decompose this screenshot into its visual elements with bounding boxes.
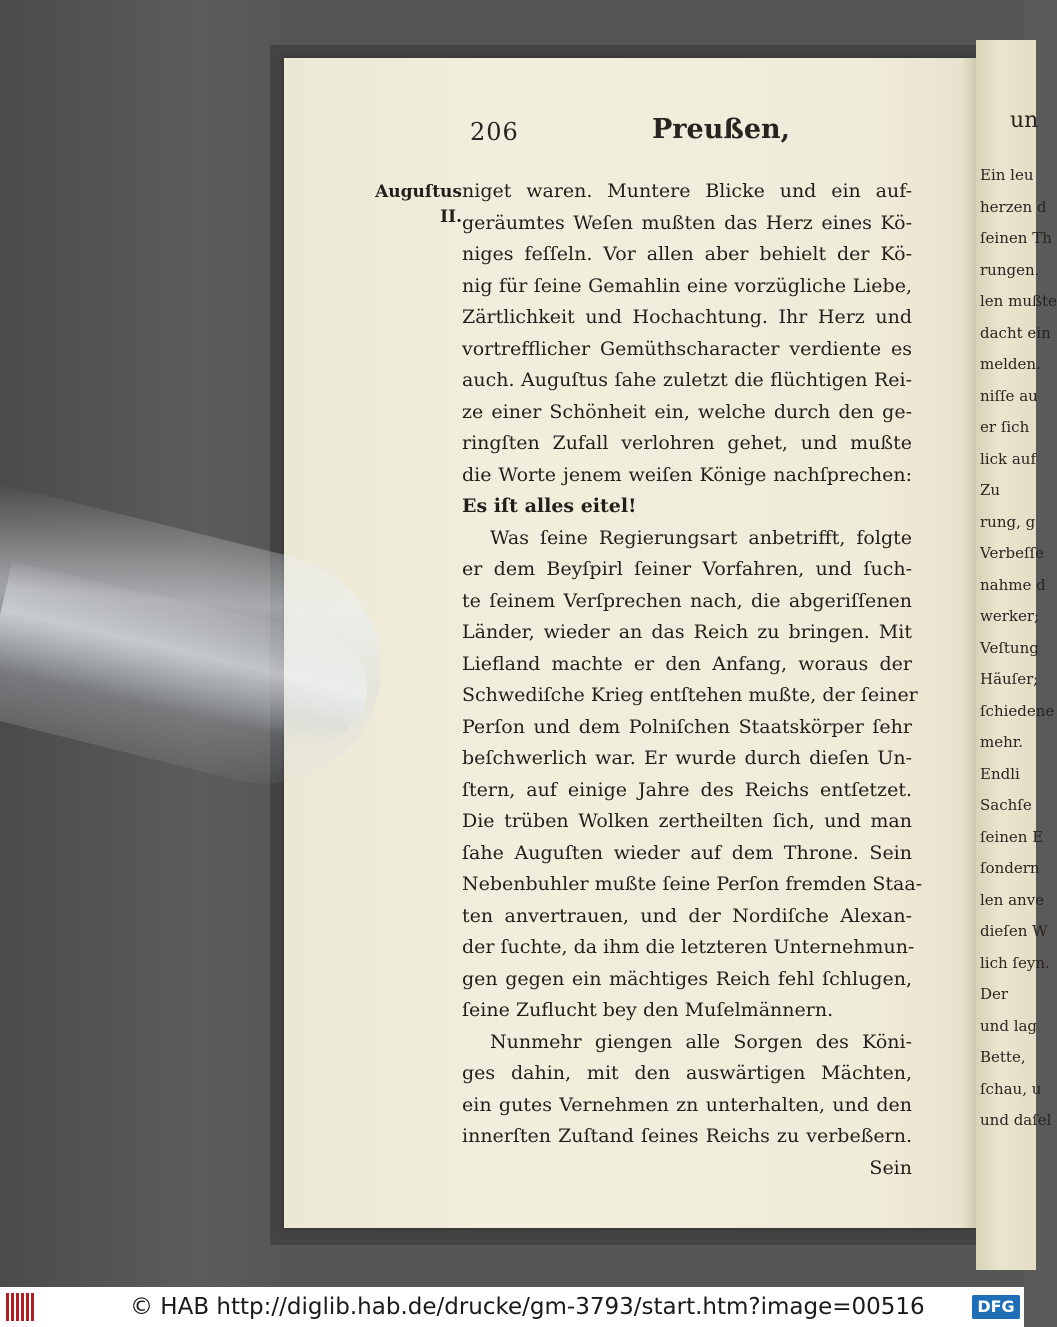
next-page-line: rungen. [980,260,1040,279]
text-line: Es iſt alles eitel! [462,495,637,517]
margin-note [372,180,462,230]
text-line: der ſuchte, da ihm die letzteren Unternehmun- [462,936,915,958]
text-line: ze einer Schönheit ein, welche durch den ge- [462,400,912,423]
next-page-line: Verbeſſe [980,544,1044,562]
next-page-line: herzen d [980,197,1047,216]
text-line: er dem Beyſpirl ſeiner Vorfahren, und ſuch- [462,558,912,580]
next-page-line: Bette, [980,1048,1026,1066]
next-page-line: er ſich [980,418,1030,436]
next-page-line: ſeinen Th [980,229,1052,247]
next-page-line: und lag [980,1016,1038,1035]
next-page-line: Häuſer; [980,670,1039,688]
page-number: 206 [470,118,519,146]
next-page-line: lich ſeyn. [980,953,1050,972]
next-page-line: ſondern [980,859,1040,877]
text-line: ſtern, auf einige Jahre des Reichs entſetzet. [462,778,912,801]
text-line: ſahe Auguſten wieder auf dem Throne. Sein [462,841,912,864]
next-page-line: melden. [980,355,1041,373]
viewer-footer [0,1287,1024,1327]
next-page-line: dieſen W [980,922,1048,940]
text-line: die Worte jenem weiſen Könige nachſprechen: [462,463,912,486]
hab-logo-icon [6,1293,36,1321]
text-line: Länder, wieder an das Reich zu bringen. Mit [462,621,912,643]
text-line: gen gegen ein mächtiges Reich fehl ſchlugen, [462,967,912,990]
text-line: ringſten Zufall verlohren gehet, und mußte [462,432,912,454]
body-text [462,176,923,1184]
next-page-line: Zu [980,481,1001,499]
next-page-line: ſchiedene [980,701,1055,720]
next-page-line: mehr. [980,733,1024,751]
book-gutter [962,58,976,1228]
next-page-line: len anve [980,890,1045,909]
text-line: Nunmehr giengen alle Sorgen des Köni- [490,1030,912,1053]
text-line: Sein [869,1156,912,1179]
text-line: Perſon und dem Polniſchen Staatskörper ſehr [462,715,912,738]
next-page-line: nahme d [980,575,1046,594]
next-page-line: dacht ein [980,323,1051,342]
text-line: niget waren. Muntere Blicke und ein auf- [462,180,912,202]
next-page-line: Endli [980,764,1020,783]
next-page-line: und daſel [980,1111,1052,1129]
text-line: ten anvertrauen, und der Nordiſche Alexan- [462,904,912,927]
text-line: geräumtes Weſen mußten das Herz eines Kö- [462,211,912,234]
next-page-line: lick auf [980,449,1037,468]
next-page-line: rung, g [980,512,1036,531]
text-line: te ſeinem Verſprechen nach, die abgeriſſenen [462,589,912,612]
text-line: Schwediſche Krieg entſtehen mußte, der ſeiner [462,684,918,706]
next-page-line: Ein leu [980,166,1034,184]
next-page-line: ſchau, u [980,1079,1042,1098]
next-page-line: Sachſe [980,796,1032,814]
text-line: Die trüben Wolken zertheilten ſich, und man [462,810,912,832]
text-line: Nebenbuhler mußte ſeine Perſon fremden Staa- [462,873,923,895]
text-line: niges feſſeln. Vor allen aber behielt der Kö- [462,243,912,265]
dfg-badge: DFG [972,1295,1020,1319]
next-page-line: werker; [980,607,1040,625]
running-head: Preußen, [652,114,791,145]
footer-credit: © HAB http://diglib.hab.de/drucke/gm-3793/start.htm?image=00516 [130,1294,925,1320]
next-page-line: ſeinen E [980,827,1044,846]
text-line: vortrefflicher Gemüthscharacter verdiente es [462,337,912,360]
text-line: ſeine Zuflucht bey den Muſelmännern. [462,999,834,1021]
text-line: nig für ſeine Gemahlin eine vorzügliche Liebe, [462,274,912,297]
next-page-text [980,160,1057,1137]
text-line: ein gutes Vernehmen zn unterhalten, und den [462,1093,912,1116]
text-line: Zärtlichkeit und Hochachtung. Ihr Herz und [462,306,912,328]
margin-note-line: II. [440,207,462,227]
next-page-line: Veſtung [980,638,1039,657]
text-line: innerſten Zuſtand ſeines Reichs zu verbeßern. [462,1125,912,1147]
margin-note-line: Auguſtus [375,182,462,202]
text-line: Liefland machte er den Anfang, woraus der [462,652,912,675]
next-page-line: niſſe au [980,386,1038,405]
text-line: beſchwerlich war. Er wurde durch dieſen Un- [462,747,912,769]
next-page-line: len mußte [980,292,1057,310]
text-line: ges dahin, mit den auswärtigen Mächten, [462,1062,912,1084]
text-line: auch. Auguſtus ſahe zuletzt die flüchtigen Rei- [462,369,912,391]
text-line: Was ſeine Regierungsart anbetrifft, folgte [490,526,912,549]
next-page-line: Der [980,985,1009,1003]
next-page-header: un [1010,108,1039,133]
